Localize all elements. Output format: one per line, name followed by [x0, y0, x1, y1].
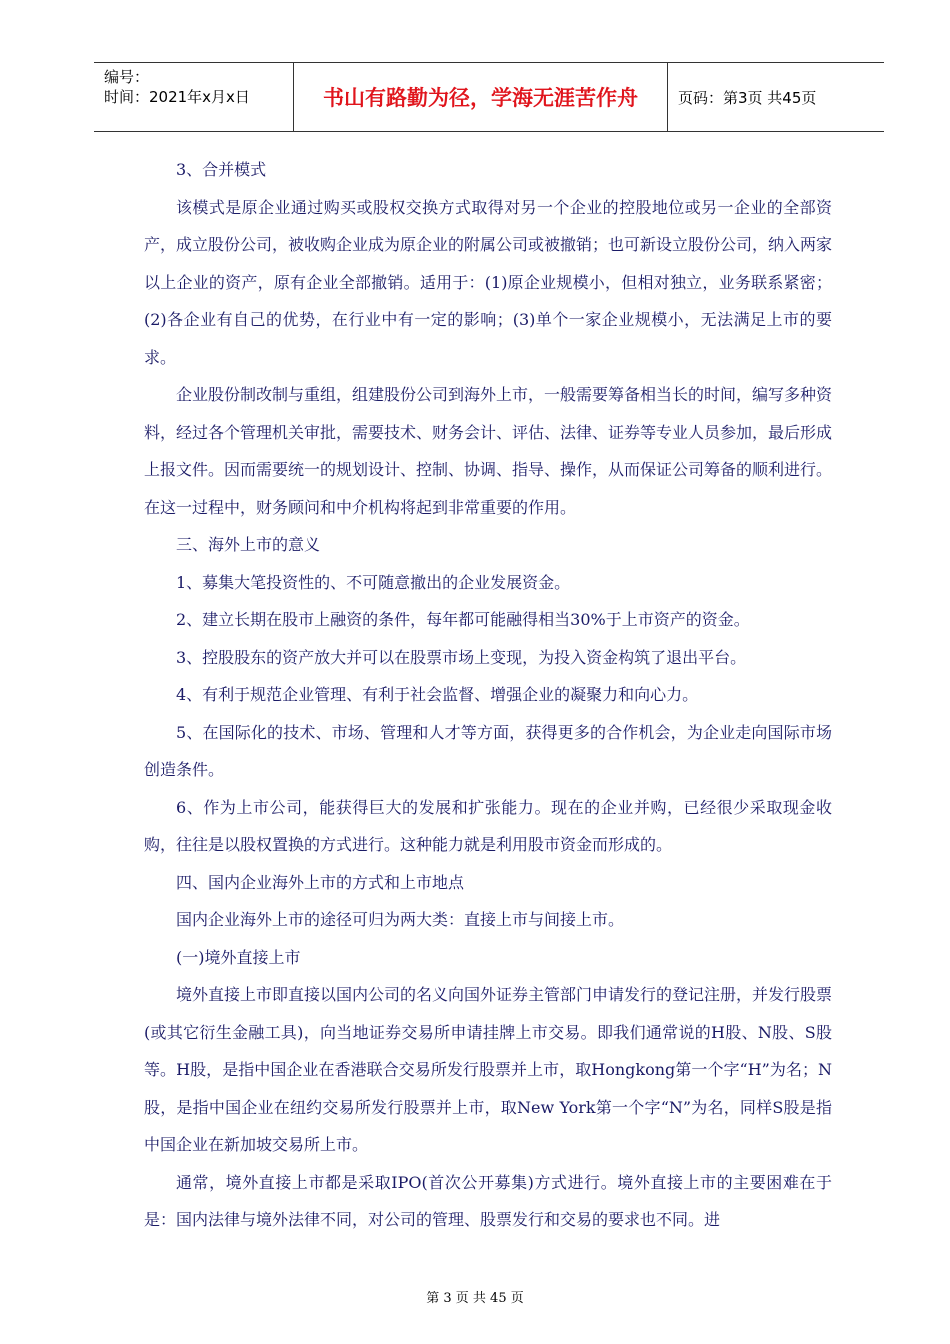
- number-label: 编号：: [104, 68, 150, 86]
- page-footer: 第 3 页 共 45 页: [426, 1291, 524, 1306]
- section-heading: 四、国内企业海外上市的方式和上市地点: [176, 872, 465, 892]
- paragraph: 2、建立长期在股市上融资的条件，每年都可能融得相当30%于上市资产的资金。: [176, 610, 750, 629]
- paragraph: 6、作为上市公司，能获得巨大的发展和扩张能力。现在的企业并购，已经很少采取现金收购，往往是以股权置换的方式进行。这种能力就是利用股市资金而形成的。: [144, 797, 832, 854]
- document-body: [144, 151, 832, 1239]
- paragraph: 3、控股股东的资产放大并可以在股票市场上变现，为投入资金构筑了退出平台。: [176, 647, 747, 667]
- section-heading: 三、海外上市的意义: [176, 535, 321, 554]
- paragraph: 企业股份制改制与重组，组建股份公司到海外上市，一般需要筹备相当长的时间，编写多种资料，经过各个管理机关审批，需要技术、财务会计、评估、法律、证券等专业人员参加，最后形成上报文件。因而需要统一的规划设计、控制、协调、指导、操作，从而保证公司筹备的顺利进行。在这一过程中，财务顾问和中介机构将起到非常重要的作用。: [144, 385, 833, 517]
- header-page-label: 页码：第3页 共45页: [678, 88, 817, 107]
- paragraph: 1、募集大笔投资性的、不可随意撤出的企业发展资金。: [176, 572, 571, 592]
- paragraph: 该模式是原企业通过购买或股权交换方式取得对另一个企业的控股地位或另一企业的全部资产，成立股份公司，被收购企业成为原企业的附属公司或被撤销；也可新设立股份公司，纳入两家以上企业的资产，原有企业全部撤销。适用于：(1)原企业规模小，但相对独立，业务联系紧密；(2)各企业有自己的优势，在行业中有一定的影响；(3)单个一家企业规模小，无法满足上市的要求。: [144, 197, 833, 367]
- page-header: [94, 62, 884, 132]
- paragraph: 通常，境外直接上市都是采取IPO(首次公开募集)方式进行。境外直接上市的主要困难在于是：国内法律与境外法律不同，对公司的管理、股票发行和交易的要求也不同。进: [144, 1172, 832, 1229]
- subsection-heading: (一)境外直接上市: [176, 947, 301, 967]
- paragraph: 4、有利于规范企业管理、有利于社会监督、增强企业的凝聚力和向心力。: [176, 685, 699, 704]
- header-motto: 书山有路勤为径，学海无涯苦作舟: [294, 63, 668, 131]
- header-meta: [94, 63, 294, 131]
- paragraph: 境外直接上市即直接以国内公司的名义向国外证券主管部门申请发行的登记注册，并发行股票(或其它衍生金融工具)，向当地证券交易所申请挂牌上市交易。即我们通常说的H股、N股、S股等。H股，是指中国企业在香港联合交易所发行股票并上市，取Hongkong第一个字“H”为名；N股，是指中国企业在纽约交易所发行股票并上市，取New York第一个字“N”为名，同样S股是指中国企业在新加坡交易所上市。: [144, 985, 833, 1154]
- time-label: 时间：2021年x月x日: [104, 88, 250, 106]
- paragraph: 5、在国际化的技术、市场、管理和人才等方面，获得更多的合作机会，为企业走向国际市场创造条件。: [144, 722, 832, 779]
- paragraph: 3、合并模式: [176, 160, 267, 179]
- paragraph: 国内企业海外上市的途径可归为两大类：直接上市与间接上市。: [176, 910, 625, 929]
